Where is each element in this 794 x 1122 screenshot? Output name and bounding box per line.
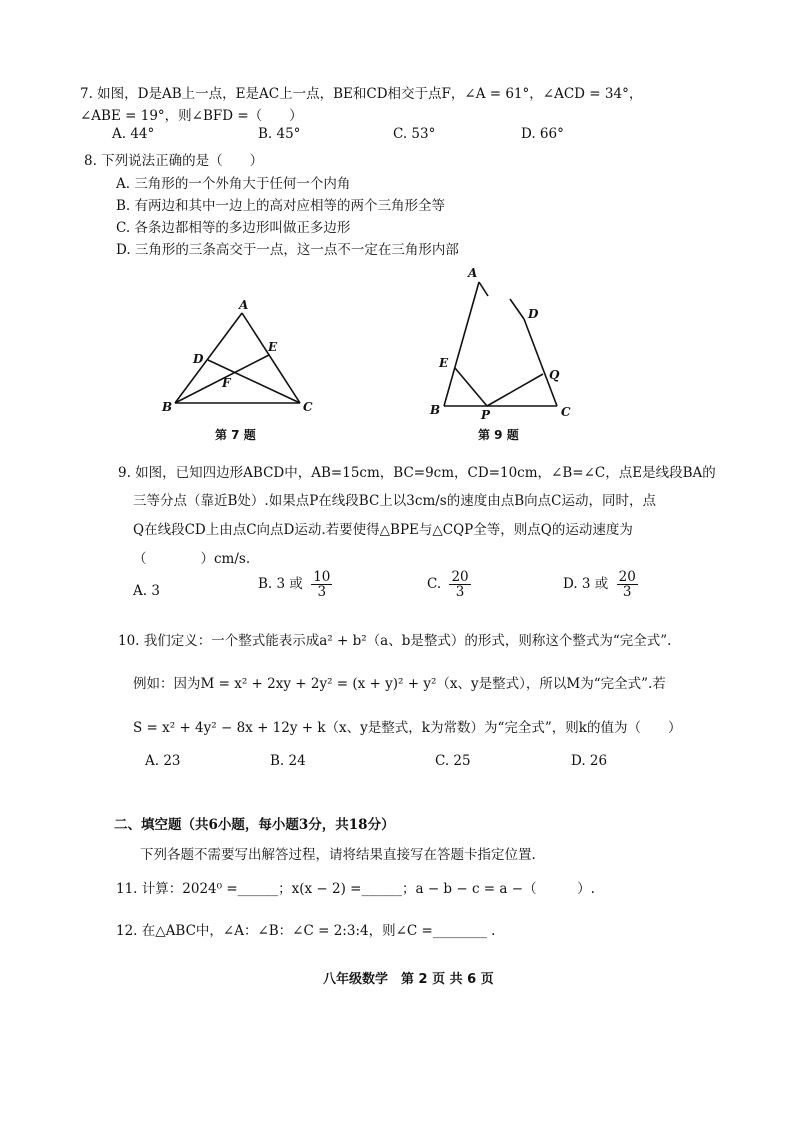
q8-option-d: D. 三角形的三条高交于一点，这一点不一定在三角形内部 — [116, 242, 459, 258]
fig9-side-ad-partial-2 — [510, 299, 524, 319]
q10-line2: 例如：因为M = x² + 2xy + 2y² = (x + y)² + y²（x、y是整式），所以M为“完全式”.若 — [133, 676, 666, 692]
fig7-label-f: F — [222, 376, 231, 390]
page-footer: 八年级数学 第 2 页 共 6 页 — [323, 972, 494, 987]
q9-line4: （ ）cm/s. — [133, 551, 251, 567]
q9-option-b-prefix: B. 3 或 — [258, 576, 303, 593]
q9-option-b-denominator: 3 — [317, 584, 327, 601]
fig9-label-d: D — [528, 307, 539, 321]
fig7-label-e: E — [268, 340, 278, 354]
fig9-label-c: C — [561, 405, 571, 419]
q12-text: 12. 在△ABC中，∠A：∠B：∠C = 2:3:4，则∠C =________ . — [116, 923, 496, 939]
fig9-label-q: Q — [549, 368, 560, 382]
fig7-label-c: C — [303, 400, 313, 414]
q9-option-d-fraction — [617, 570, 638, 599]
q7-line1: 7. 如图，D是AB上一点，E是AC上一点，BE和CD相交于点F，∠A = 61°，∠ACD = 34°， — [80, 86, 643, 102]
q9-option-c-fraction — [449, 570, 470, 599]
figure-7-triangle — [150, 295, 330, 420]
q9-option-d-denominator: 3 — [622, 584, 632, 601]
fig7-label-d: D — [193, 352, 204, 366]
q7-option-b: B. 45° — [258, 126, 301, 142]
q10-line1: 10. 我们定义：一个整式能表示成a² + b²（a、b是整式）的形式，则称这个整式为“完全式”. — [118, 633, 672, 649]
q7-option-d: D. 66° — [521, 126, 564, 142]
fig9-label-e: E — [439, 356, 449, 370]
q10-option-c: C. 25 — [435, 753, 471, 769]
q7-option-a: A. 44° — [112, 126, 155, 142]
fig7-caption: 第 7 题 — [215, 428, 256, 442]
q10-option-a: A. 23 — [145, 753, 181, 769]
q7-line2: ∠ABE = 19°，则∠BFD =（ ） — [80, 108, 303, 124]
q10-line3: S = x² + 4y² − 8x + 12y + k（x、y是整式，k为常数）为“完全式”，则k的值为（ ） — [133, 720, 682, 736]
figure-9-quadrilateral — [420, 262, 585, 422]
q8-option-a: A. 三角形的一个外角大于任何一个内角 — [116, 176, 351, 192]
fig9-side-ab — [444, 282, 479, 406]
q9-option-b — [258, 570, 332, 599]
q9-option-c-numerator: 20 — [451, 569, 469, 585]
fig7-label-a: A — [239, 298, 249, 312]
q9-line3: Q在线段CD上由点C向点D运动.若要使得△BPE与△CQP全等，则点Q的运动速度为 — [133, 522, 633, 538]
q8-option-c: C. 各条边都相等的多边形叫做正多边形 — [116, 220, 351, 236]
fig9-side-ad-partial — [479, 282, 488, 296]
fig9-side-dc — [524, 319, 557, 406]
fig9-label-a: A — [468, 266, 478, 280]
q9-option-a: A. 3 — [133, 583, 160, 599]
q9-line2: 三等分点（靠近B处）.如果点P在线段BC上以3cm/s的速度由点B向点C运动，同时，点 — [133, 493, 656, 509]
q9-option-d-prefix: D. 3 或 — [563, 576, 609, 593]
fig9-label-p: P — [481, 408, 491, 422]
q10-option-d: D. 26 — [571, 753, 608, 769]
q8-stem: 8. 下列说法正确的是（ ） — [84, 153, 264, 169]
fig7-label-b: B — [162, 400, 173, 414]
fig7-side-ab — [175, 313, 242, 403]
q9-option-c-denominator: 3 — [455, 584, 465, 601]
q9-option-c-prefix: C. — [427, 576, 442, 593]
q8-option-b: B. 有两边和其中一边上的高对应相等的两个三角形全等 — [116, 198, 446, 214]
q10-option-b: B. 24 — [270, 753, 306, 769]
q9-option-d — [563, 570, 638, 599]
q9-line1: 9. 如图，已知四边形ABCD中，AB=15cm，BC=9cm，CD=10cm，∠B=∠C，点E是线段BA的 — [118, 465, 716, 481]
q11-text: 11. 计算：2024⁰ =______；x(x − 2) =______；a − b − c = a −（ ）. — [116, 881, 595, 897]
fig9-caption: 第 9 题 — [478, 428, 519, 442]
section-2-instruction: 下列各题不需要写出解答过程，请将结果直接写在答题卡指定位置. — [140, 847, 536, 863]
q9-option-b-numerator: 10 — [313, 569, 331, 585]
fig9-segment-pq — [487, 374, 543, 406]
q9-option-b-fraction — [311, 570, 332, 599]
section-2-title: 二、填空题（共6小题，每小题3分，共18分） — [114, 817, 395, 833]
q9-option-d-numerator: 20 — [618, 569, 636, 585]
q7-option-c: C. 53° — [393, 126, 436, 142]
q9-option-c — [427, 570, 471, 599]
fig9-segment-ep — [455, 368, 487, 406]
fig9-label-b: B — [430, 403, 441, 417]
